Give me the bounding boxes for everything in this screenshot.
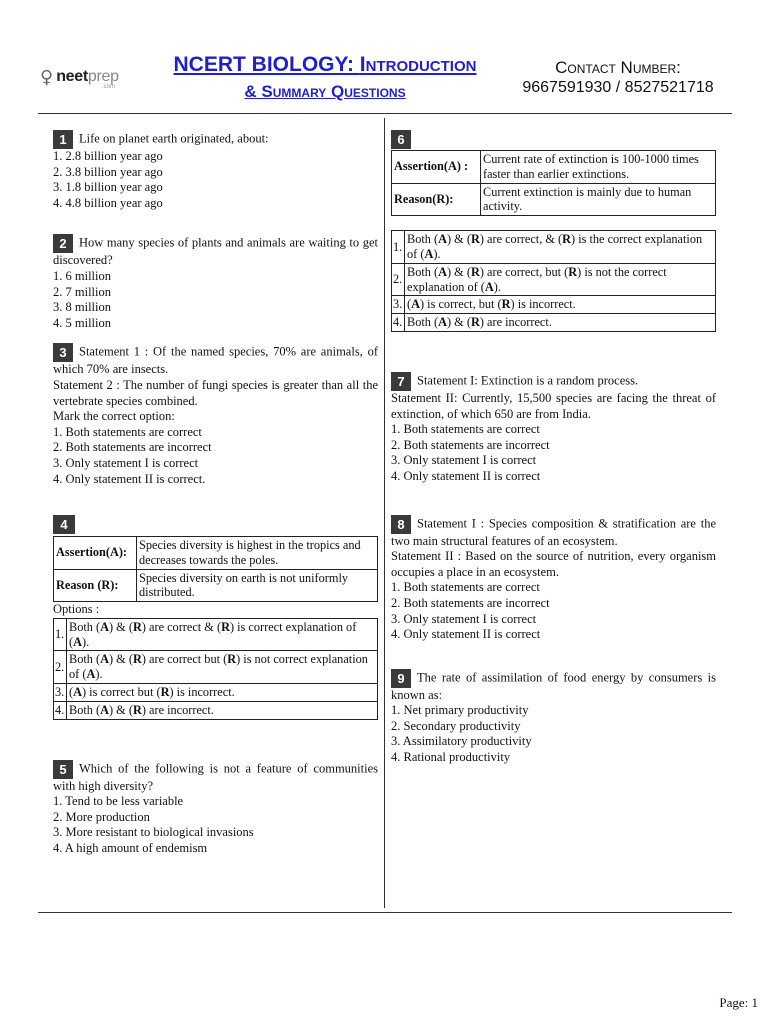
reason-label: Reason(R): xyxy=(392,183,481,216)
question-number-1: 1 xyxy=(53,130,73,149)
question-text: How many species of plants and animals are waiting to get discovered? xyxy=(53,235,378,268)
option-text: Both (A) & (R) are incorrect. xyxy=(67,701,378,719)
option: 1. Tend to be less variable xyxy=(53,794,184,809)
question-8 xyxy=(391,515,716,643)
page-title xyxy=(150,52,500,104)
option-number: 3. xyxy=(54,684,67,702)
option: 4. Only statement II is correct. xyxy=(53,471,206,486)
assertion-label: Assertion(A) : xyxy=(392,151,481,184)
left-column xyxy=(53,128,378,857)
right-column xyxy=(391,130,716,766)
option: 2. Both statements are incorrect xyxy=(391,595,550,610)
option: 1. Both statements are correct xyxy=(53,424,202,439)
question-6 xyxy=(391,130,716,332)
options-table xyxy=(391,230,716,332)
option-number: 3. xyxy=(392,296,405,314)
assertion-reason-table xyxy=(53,536,378,602)
assertion-text: Species diversity is highest in the tropics and decreases towards the poles. xyxy=(137,537,378,570)
stethoscope-icon: ♀ xyxy=(40,66,54,88)
option: 4. 4.8 billion year ago xyxy=(53,195,163,210)
logo-sub: .com xyxy=(102,84,116,90)
statement-2: Statement II : Based on the source of nutrition, every organism occupies a place in an ecosystem. xyxy=(391,549,716,579)
option: 3. 1.8 billion year ago xyxy=(53,180,163,195)
options-label: Options : xyxy=(53,602,100,617)
page-number: Page: 1 xyxy=(719,995,758,1010)
question-3 xyxy=(53,343,378,487)
option-number: 4. xyxy=(392,314,405,332)
option-text: Both (A) & (R) are correct but (R) is not correct explanation of (A). xyxy=(67,651,378,684)
column-divider xyxy=(384,118,385,908)
question-text: Life on planet earth originated, about: xyxy=(79,131,269,146)
option: 3. Only statement I is correct xyxy=(391,611,537,626)
statement-2: Statement II: Currently, 15,500 species are facing the threat of extinction, of which 650 are from India. xyxy=(391,390,716,421)
question-text: Statement I : Species composition & stratification are the two main structural features of an ecosystem. xyxy=(391,515,716,548)
question-number-7: 7 xyxy=(391,372,411,391)
option: 1. Both statements are correct xyxy=(391,580,540,595)
question-number-3: 3 xyxy=(53,343,73,362)
option-text: Both (A) & (R) are incorrect. xyxy=(405,314,716,332)
question-number-8: 8 xyxy=(391,515,411,534)
option-text: (A) is correct but (R) is incorrect. xyxy=(67,684,378,702)
option: 3. Only statement I is correct xyxy=(53,455,199,470)
header-divider xyxy=(38,113,732,114)
option: 3. More resistant to biological invasions xyxy=(53,825,254,840)
question-text: Statement I: Extinction is a random process. xyxy=(417,373,639,388)
question-7 xyxy=(391,372,716,485)
option-text: Both (A) & (R) are correct & (R) is correct explanation of (A). xyxy=(67,618,378,651)
question-2 xyxy=(53,234,378,331)
option-number: 1. xyxy=(54,618,67,651)
option: 2. Secondary productivity xyxy=(391,718,521,733)
title-line2: & Summary Questions xyxy=(244,82,406,101)
option: 4. 5 million xyxy=(53,315,111,330)
option-number: 2. xyxy=(392,263,405,296)
option: 3. Only statement I is correct xyxy=(391,453,537,468)
option: 1. Net primary productivity xyxy=(391,703,529,718)
option-text: Both (A) & (R) are correct, & (R) is the correct explanation of (A). xyxy=(405,231,716,264)
question-number-5: 5 xyxy=(53,760,73,779)
instruction: Mark the correct option: xyxy=(53,409,175,424)
option-number: 1. xyxy=(392,231,405,264)
reason-label: Reason (R): xyxy=(54,569,137,602)
question-5 xyxy=(53,760,378,857)
reason-text: Species diversity on earth is not uniformly distributed. xyxy=(137,569,378,602)
contact-label: Contact Number: xyxy=(555,58,681,77)
option: 2. Both statements are incorrect xyxy=(53,440,212,455)
question-text: Which of the following is not a feature of communities with high diversity? xyxy=(53,761,378,793)
options-table xyxy=(53,618,378,720)
question-4 xyxy=(53,515,378,720)
neetprep-logo xyxy=(40,62,150,92)
logo-text: neetprep xyxy=(56,68,119,85)
question-number-2: 2 xyxy=(53,234,73,253)
title-line1-b: Introduction xyxy=(359,53,477,76)
option-text: (A) is correct, but (R) is incorrect. xyxy=(405,296,716,314)
reason-text: Current extinction is mainly due to human activity. xyxy=(481,183,716,216)
question-1 xyxy=(53,130,378,211)
option: 4. A high amount of endemism xyxy=(53,841,208,856)
footer-divider xyxy=(38,912,732,913)
option: 2. Both statements are incorrect xyxy=(391,437,550,452)
question-text: The rate of assimilation of food energy by consumers is known as: xyxy=(391,670,716,702)
question-number-6: 6 xyxy=(391,130,411,149)
option: 4. Only statement II is correct xyxy=(391,468,541,483)
question-9 xyxy=(391,669,716,766)
option-number: 2. xyxy=(54,651,67,684)
option: 1. Both statements are correct xyxy=(391,422,540,437)
option-text: Both (A) & (R) are correct, but (R) is not the correct explanation of (A). xyxy=(405,263,716,296)
option: 2. More production xyxy=(53,809,150,824)
option: 3. 8 million xyxy=(53,300,111,315)
statement-2: Statement 2 : The number of fungi species is greater than all the vertebrate species combined. xyxy=(53,377,378,408)
option: 1. 6 million xyxy=(53,268,111,283)
contact-numbers: 9667591930 / 8527521718 xyxy=(522,79,714,96)
option: 3. Assimilatory productivity xyxy=(391,734,532,749)
question-number-4: 4 xyxy=(53,515,75,534)
option: 4. Only statement II is correct xyxy=(391,627,541,642)
option: 4. Rational productivity xyxy=(391,750,511,765)
assertion-reason-table xyxy=(391,150,716,216)
assertion-text: Current rate of extinction is 100-1000 times faster than earlier extinctions. xyxy=(481,151,716,184)
option-number: 4. xyxy=(54,701,67,719)
question-number-9: 9 xyxy=(391,669,411,688)
question-text: Statement 1 : Of the named species, 70% are animals, of which 70% are insects. xyxy=(53,344,378,377)
option: 2. 7 million xyxy=(53,284,111,299)
assertion-label: Assertion(A): xyxy=(54,537,137,570)
title-line1-a: NCERT BIOLOGY: xyxy=(173,53,360,76)
option: 1. 2.8 billion year ago xyxy=(53,149,163,163)
contact-block xyxy=(503,58,733,98)
option: 2. 3.8 billion year ago xyxy=(53,164,163,179)
